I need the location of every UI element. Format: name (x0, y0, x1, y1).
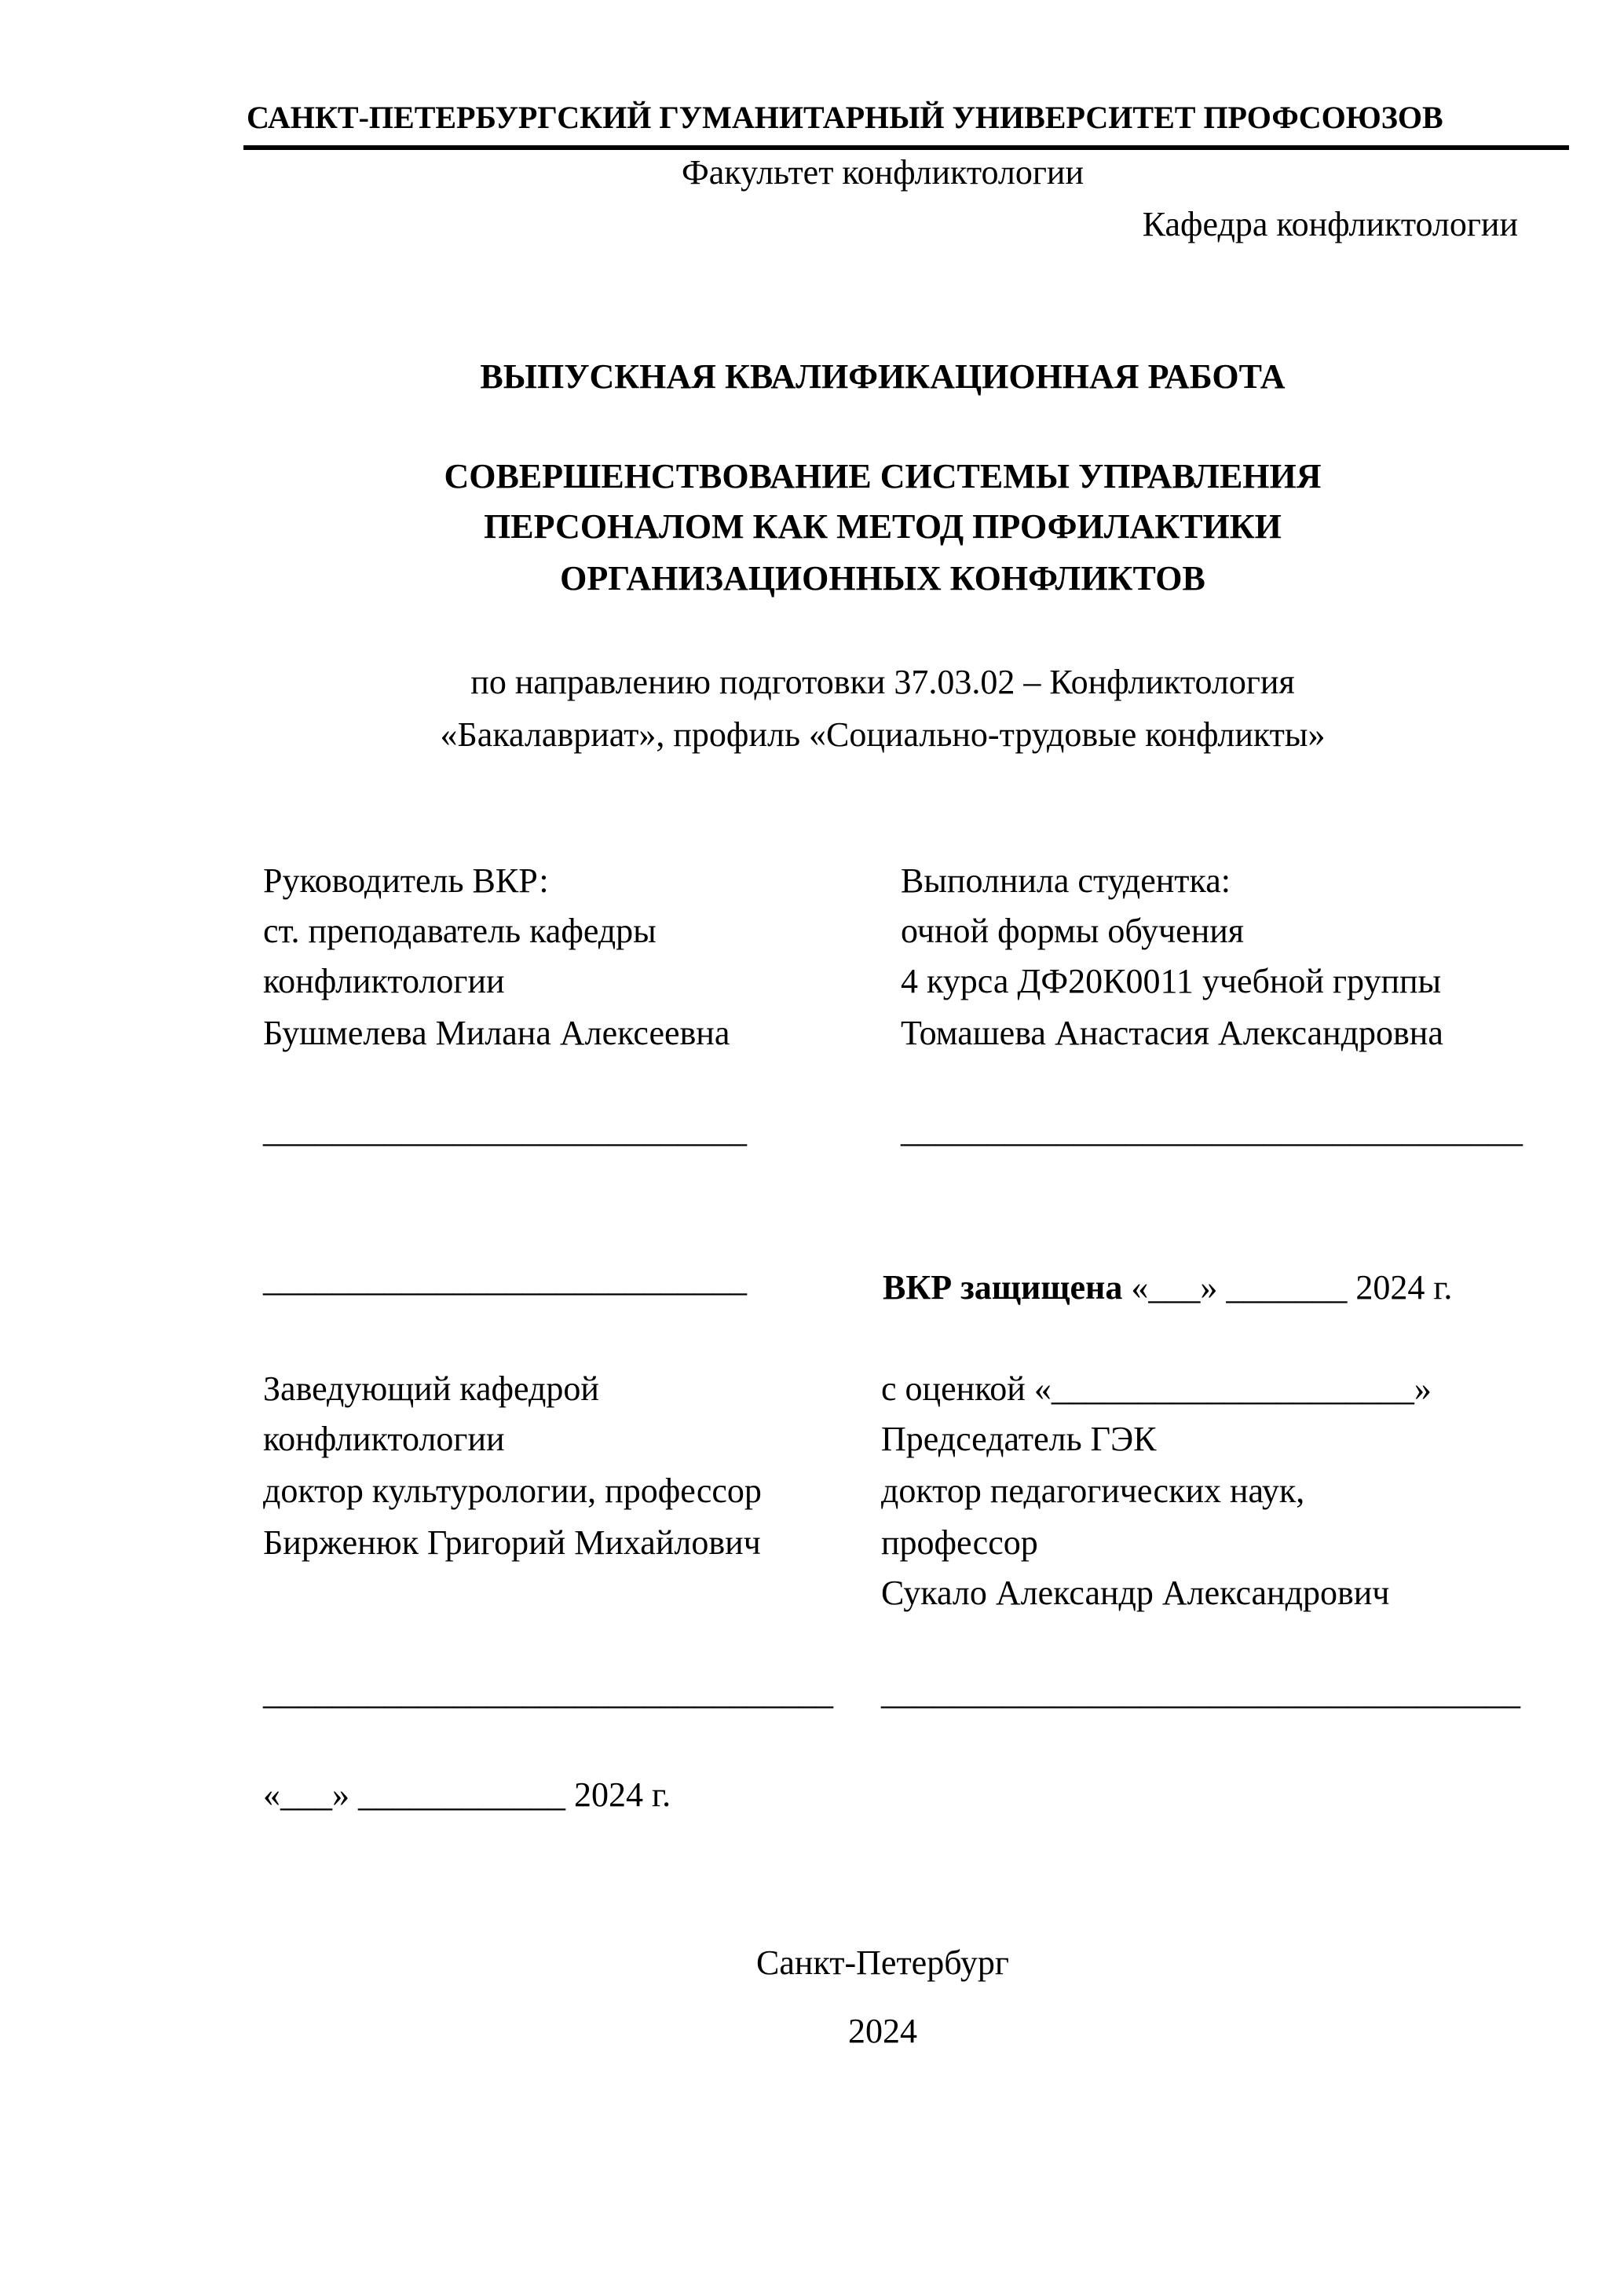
head-name: Бирженюк Григорий Михайлович (263, 1523, 761, 1562)
chair-signature-line: _____________________________________ (881, 1673, 1520, 1712)
supervisor-line-2: ст. преподаватель кафедры (263, 912, 657, 950)
student-line-2: очной формы обучения (901, 912, 1245, 950)
head-line-3: доктор культурологии, профессор (263, 1472, 762, 1510)
supervisor-name: Бушмелева Милана Алексеевна (263, 1014, 730, 1052)
direction-line-1: по направлению подготовки 37.03.02 – Конфликтология (470, 663, 1295, 701)
head-signature-line: _________________________________ (263, 1673, 833, 1712)
student-line-1: Выполнила студентка: (901, 861, 1231, 900)
chair-line-3: профессор (881, 1523, 1038, 1562)
city: Санкт-Петербург (756, 1943, 1009, 1982)
university-name: САНКТ-ПЕТЕРБУРГСКИЙ ГУМАНИТАРНЫЙ УНИВЕРСИТЕТ ПРОФСОЮЗОВ (247, 100, 1443, 135)
chair-name: Сукало Александр Александрович (881, 1574, 1390, 1612)
defense-info (883, 1264, 1452, 1311)
supervisor-signature-line: ____________________________ (263, 1111, 747, 1150)
department-name: Кафедра конфликтологии (1142, 205, 1518, 243)
grade-line: с оценкой «_____________________» (881, 1369, 1432, 1408)
chair-line-2: доктор педагогических наук, (881, 1472, 1305, 1510)
defense-label: ВКР защищена (883, 1268, 1123, 1307)
supervisor-line-1: Руководитель ВКР: (263, 861, 549, 900)
topic-line-3: ОРГАНИЗАЦИОННЫХ КОНФЛИКТОВ (560, 559, 1205, 598)
student-name: Томашева Анастасия Александровна (901, 1014, 1443, 1052)
date-line: «___» ____________ 2024 г. (263, 1775, 671, 1814)
direction-line-2: «Бакалавриат», профиль «Социально-трудовые конфликты» (440, 715, 1326, 754)
student-line-3: 4 курса ДФ20К0011 учебной группы (901, 962, 1442, 1000)
head-line-2: конфликтологии (263, 1420, 505, 1458)
defense-date: «___» _______ 2024 г. (1122, 1268, 1453, 1307)
student-signature-line: ____________________________________ (901, 1111, 1523, 1150)
head-line-1: Заведующий кафедрой (263, 1369, 599, 1408)
faculty-name: Факультет конфликтологии (681, 153, 1084, 192)
supervisor-line-3: конфликтологии (263, 962, 505, 1000)
topic-line-1: СОВЕРШЕНСТВОВАНИЕ СИСТЕМЫ УПРАВЛЕНИЯ (444, 457, 1322, 495)
work-type-title: ВЫПУСКНАЯ КВАЛИФИКАЦИОННАЯ РАБОТА (480, 357, 1286, 396)
chair-line-1: Председатель ГЭК (881, 1420, 1157, 1458)
middle-signature-line: ____________________________ (263, 1260, 747, 1299)
year: 2024 (848, 2012, 917, 2050)
topic-line-2: ПЕРСОНАЛОМ КАК МЕТОД ПРОФИЛАКТИКИ (484, 507, 1282, 546)
